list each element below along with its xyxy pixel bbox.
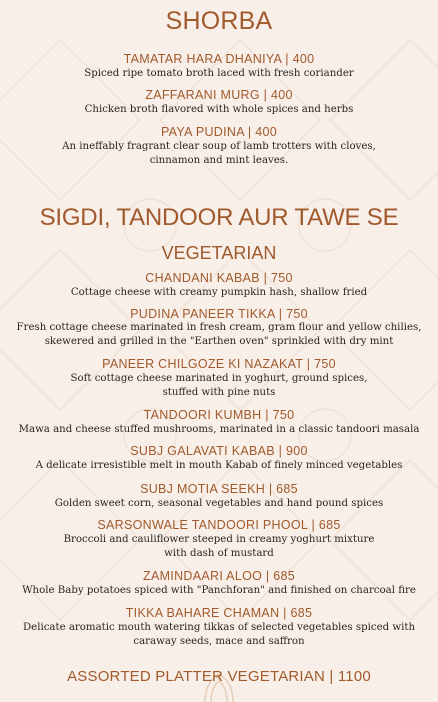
menu-item-name: PUDINA PANEER TIKKA | 750	[130, 307, 308, 321]
menu-item-name: TAMATAR HARA DHANIYA | 400	[123, 52, 315, 66]
section-heading-sigdi: SIGDI, TANDOOR AUR TAWE SE	[39, 204, 399, 231]
menu-item-name: CHANDANI KABAB | 750	[145, 271, 293, 285]
subsection-heading-vegetarian: VEGETARIAN	[161, 243, 277, 263]
menu-item-description: Chicken broth flavored with whole spices and herbs	[84, 104, 354, 115]
menu-item-description: caraway seeds, mace and saffron	[133, 636, 305, 647]
menu-item-description: skewered and grilled in the "Earthen oven" sprinkled with dry mint	[44, 336, 394, 347]
menu-item-description: Spiced ripe tomato broth laced with fresh coriander	[84, 68, 354, 79]
menu-item-description: Mawa and cheese stuffed mushrooms, marinated in a classic tandoori masala	[18, 424, 420, 435]
menu-item-description: Fresh cottage cheese marinated in fresh cream, gram flour and yellow chilies,	[16, 322, 422, 333]
menu-item-name: ZAFFARANI MURG | 400	[145, 88, 293, 102]
menu-item-description: cinnamon and mint leaves.	[149, 155, 289, 166]
menu-item-description: Golden sweet corn, seasonal vegetables and hand pound spices	[54, 498, 384, 509]
menu-item-description: A delicate irresistible melt in mouth Kabab of finely minced vegetables	[35, 460, 403, 471]
menu-item-description: Cottage cheese with creamy pumpkin hash, shallow fried	[70, 287, 368, 298]
menu-item-name: SUBJ GALAVATI KABAB | 900	[130, 444, 308, 458]
menu-item-name: PANEER CHILGOZE KI NAZAKAT | 750	[102, 357, 336, 371]
menu-item-description: stuffed with pine nuts	[162, 387, 276, 398]
menu-item-description: Broccoli and cauliflower steeped in creamy yoghurt mixture	[63, 534, 375, 545]
menu-item-name: SARSONWALE TANDOORI PHOOL | 685	[97, 518, 341, 532]
menu-item-name: SUBJ MOTIA SEEKH | 685	[140, 482, 298, 496]
menu-item-description: with dash of mustard	[164, 548, 274, 559]
menu-item-name: PAYA PUDINA | 400	[160, 125, 278, 139]
assorted-platter-line: ASSORTED PLATTER VEGETARIAN | 1100	[67, 668, 371, 685]
section-heading-shorba: SHORBA	[165, 7, 273, 35]
menu-item-name: TIKKA BAHARE CHAMAN | 685	[125, 606, 313, 620]
menu-item-description: Whole Baby potatoes spiced with "Panchforan" and finished on charcoal fire	[22, 585, 416, 596]
menu-item-name: TANDOORI KUMBH | 750	[143, 408, 295, 422]
menu-item-description: Delicate aromatic mouth watering tikkas of selected vegetables spiced with	[23, 622, 415, 633]
menu-item-description: An ineffably fragrant clear soup of lamb trotters with cloves,	[62, 141, 376, 152]
menu-item-name: ZAMINDAARI ALOO | 685	[143, 569, 295, 583]
menu-item-description: Soft cottage cheese marinated in yoghurt, ground spices,	[70, 373, 368, 384]
